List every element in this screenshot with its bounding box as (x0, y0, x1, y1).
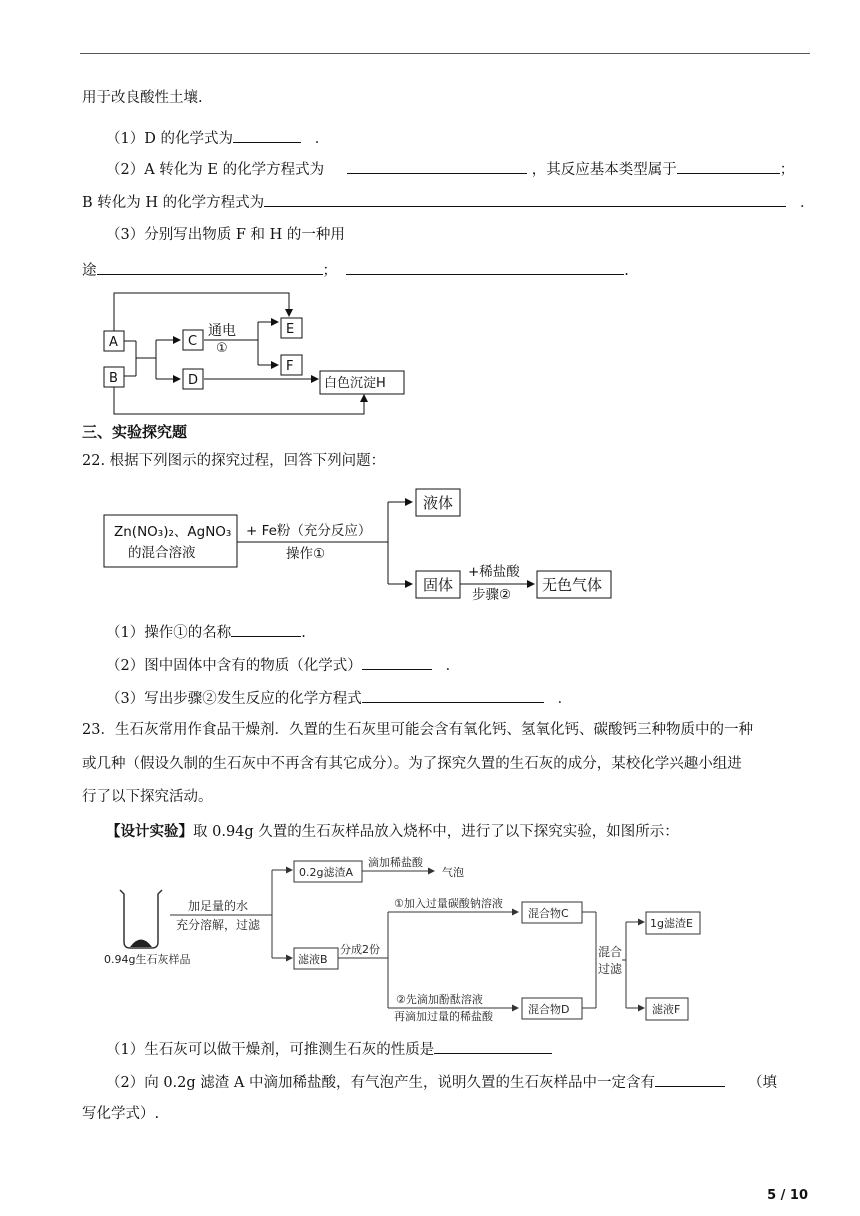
q21-sub3-line2 (82, 259, 629, 281)
node-a-label: A (109, 335, 118, 350)
acid-label: +稀盐酸 (468, 564, 520, 580)
filtrate-f-label: 滤液F (652, 1003, 681, 1016)
mix-filter-line2: 过滤 (598, 962, 623, 976)
answer-blank[interactable] (434, 1038, 552, 1054)
q22-sub1-text: （1）操作①的名称 (106, 625, 232, 641)
q22-sub2-text: （2）图中固体中含有的物质（化学式） (106, 658, 362, 674)
section-title: 三、实验探究题 (82, 423, 188, 441)
mixture-c-label: 混合物C (528, 907, 569, 920)
answer-blank[interactable] (677, 158, 780, 174)
split-label: 分成2份 (340, 943, 380, 956)
q21-sub2-text2: ，其反应基本类型属于 (531, 162, 677, 178)
q21-sub3: （3）分别写出物质 F 和 H 的一种用 (106, 227, 345, 243)
q21-sub1-end: ． (314, 131, 330, 147)
q21-sub2 (106, 158, 794, 180)
step1-label: ①加入过量碳酸钠溶液 (394, 897, 503, 910)
node-d-label: D (188, 373, 199, 388)
q21-sub2-text3: B 转化为 H 的化学方程式为 (82, 195, 265, 211)
q22-sub3-end: ． (557, 691, 573, 707)
q21-sub2-end: ． (799, 195, 815, 211)
q23-sub2-text: （2）向 0.2g 滤渣 A 中滴加稀盐酸，有气泡产生，说明久置的生石灰样品中一定含有 (106, 1075, 655, 1091)
answer-blank[interactable] (97, 259, 323, 275)
drip-acid-label: 滴加稀盐酸 (368, 856, 423, 869)
step2-line2: 再滴加过量的稀盐酸 (394, 1010, 493, 1023)
q23-sub2-line2: 写化学式）. (82, 1106, 160, 1122)
node-f-label: F (286, 359, 294, 374)
q22-sub1 (106, 621, 306, 643)
q23-sub1 (106, 1038, 552, 1060)
filtrate-b-label: 滤液B (298, 953, 328, 966)
answer-blank[interactable] (347, 158, 527, 174)
mixture-d-label: 混合物D (528, 1003, 570, 1016)
design-text: 取 0.94g 久置的生石灰样品放入烧杯中，进行了以下探究实验，如图所示： (193, 824, 679, 840)
q21-intro-line: 用于改良酸性土壤. (82, 90, 203, 106)
sample-powder (130, 940, 152, 948)
answer-blank[interactable] (362, 687, 544, 703)
answer-blank[interactable] (264, 191, 786, 207)
answer-blank[interactable] (362, 654, 432, 670)
q21-sub3-end: . (624, 263, 629, 279)
q21-sub2-text: （2）A 转化为 E 的化学方程式为 (106, 162, 325, 178)
q23-sub2-fill: （填 (748, 1075, 778, 1091)
q23-stem-line2: 或几种（假设久制的生石灰中不再含有其它成分）。为了探究久置的生石灰的成分，某校化学兴趣小组进 (82, 756, 742, 772)
q22-sub2 (106, 654, 460, 676)
start-line1: Zn(NO₃)₂、AgNO₃ (114, 524, 232, 540)
design-tag: 【设计实验】 (106, 823, 193, 840)
q22-sub1-end: . (301, 625, 306, 641)
node-b-label: B (109, 371, 118, 386)
q23-sub1-text: （1）生石灰可以做干燥剂，可推测生石灰的性质是 (106, 1042, 435, 1058)
node-h-label: 白色沉淀H (324, 376, 386, 391)
q21-flow-diagram (96, 288, 416, 418)
q23-sub2 (106, 1071, 777, 1093)
q22-stem: 22. 根据下列图示的探究过程，回答下列问题： (82, 453, 386, 469)
node-e-label: E (286, 322, 295, 337)
residue-a-label: 0.2g滤渣A (299, 866, 354, 879)
water-label: 加足量的水 (188, 899, 249, 913)
sample-label: 0.94g生石灰样品 (104, 953, 191, 966)
q23-stem-line1: 23．生石灰常用作食品干燥剂．久置的生石灰里可能会含有氧化钙、氢氧化钙、碳酸钙三种物质中的一种 (82, 722, 753, 738)
residue-e-label: 1g滤渣E (650, 917, 693, 930)
answer-blank[interactable] (233, 127, 301, 143)
q21-sub2-line2 (82, 191, 814, 213)
node-c-label: C (188, 334, 198, 349)
start-line2: 的混合溶液 (128, 545, 196, 561)
q22-sub2-end: ． (445, 658, 461, 674)
q23-stem-line3: 行了以下探究活动。 (82, 789, 213, 805)
dissolve-filter-label: 充分溶解，过滤 (176, 918, 261, 932)
q22-sub3 (106, 687, 572, 709)
header-rule (80, 53, 810, 54)
step2-line1: ②先滴加酚酞溶液 (396, 993, 483, 1006)
q23-design (106, 822, 679, 842)
page-number: 5 / 10 (767, 1188, 808, 1203)
condition-number: ① (216, 341, 228, 356)
q21-sub1-text: （1）D 的化学式为 (106, 131, 233, 147)
gas-label: 无色气体 (542, 576, 603, 594)
bubbles-label: 气泡 (442, 866, 464, 879)
q21-sub2-sep: ； (779, 162, 795, 178)
q22-flow-diagram (100, 484, 620, 606)
answer-blank[interactable] (655, 1071, 725, 1087)
q21-sub3-text2: 途 (82, 263, 97, 279)
operation1-label: 操作① (286, 546, 326, 562)
answer-blank[interactable] (346, 259, 624, 275)
q21-sub1 (106, 127, 329, 149)
q23-flow-diagram (96, 852, 706, 1028)
mix-filter-line1: 混合 (598, 945, 623, 959)
q22-sub3-text: （3）写出步骤②发生反应的化学方程式 (106, 691, 362, 707)
electrolysis-label: 通电 (208, 323, 236, 339)
step2-label: 步骤② (472, 587, 512, 603)
liquid-label: 液体 (423, 494, 454, 512)
answer-blank[interactable] (231, 621, 301, 637)
beaker-icon (120, 890, 162, 948)
solid-label: 固体 (423, 576, 454, 594)
q21-sub3-sep: ； (322, 263, 337, 279)
fe-powder-label: + Fe粉（充分反应） (246, 523, 372, 539)
